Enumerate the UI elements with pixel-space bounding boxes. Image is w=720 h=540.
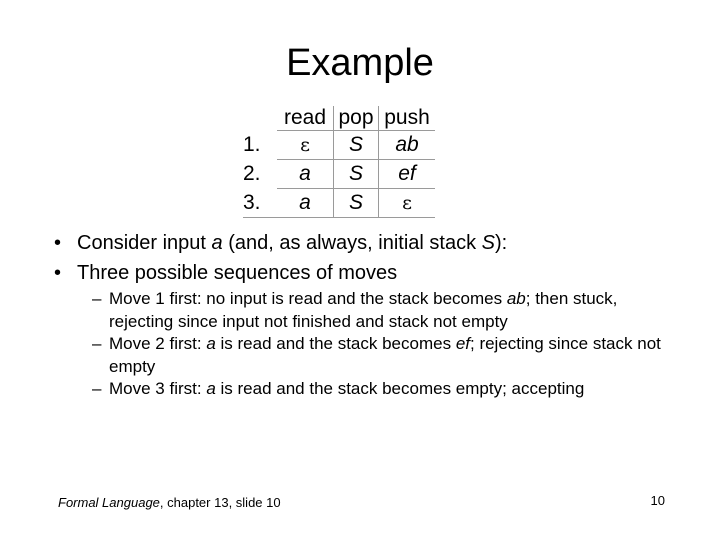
- header-pop: pop: [334, 106, 379, 131]
- cell-push: ab: [379, 131, 436, 160]
- row-number: 1.: [243, 133, 261, 156]
- slide-title: Example: [286, 42, 434, 84]
- sub-bullet-text: ; then stuck, rejecting since input not finished and stack not empty: [109, 289, 618, 331]
- page-number: 10: [650, 493, 665, 508]
- sub-bullet-list: [92, 288, 667, 401]
- cell-push: ef: [379, 160, 436, 189]
- slide-footer: [58, 494, 281, 512]
- sub-bullet-italic: ef: [455, 334, 470, 353]
- header-push: push: [379, 106, 436, 131]
- bullet-list: [52, 228, 507, 288]
- sub-bullet-text: Move 1 first: no input is read and the stack becomes: [109, 289, 507, 308]
- footer-book-title: Formal Language: [58, 495, 160, 510]
- row-number: 3.: [243, 189, 277, 218]
- sub-bullet-move-1: [92, 288, 667, 333]
- row-number: 2.: [243, 162, 261, 185]
- bullet-text: ):: [495, 232, 508, 254]
- cell-pop: S: [334, 189, 379, 218]
- bullet-text: Three possible sequences of moves: [77, 262, 398, 284]
- moves-table: [243, 106, 435, 218]
- sub-bullet-italic: ab: [506, 289, 526, 308]
- bullet-three-sequences: [52, 258, 507, 288]
- bullet-italic: a: [211, 232, 223, 254]
- table-row: [243, 160, 435, 189]
- table-header-row: [243, 106, 435, 131]
- table-row: [243, 189, 435, 218]
- header-read: read: [277, 106, 334, 131]
- sub-bullet-text: is read and the stack becomes: [215, 334, 456, 353]
- sub-bullet-move-3: [92, 378, 667, 401]
- sub-bullet-italic: a: [206, 379, 216, 398]
- cell-push: ε: [379, 189, 436, 218]
- bullet-italic: S: [481, 232, 495, 254]
- bullet-consider-input: [52, 228, 507, 258]
- sub-bullet-text: Move 3 first:: [109, 379, 207, 398]
- bullet-text: (and, as always, initial stack: [222, 232, 482, 254]
- table-row: [243, 131, 435, 160]
- cell-read: a: [277, 189, 334, 218]
- sub-bullet-text: Move 2 first:: [109, 334, 207, 353]
- cell-read: a: [277, 160, 334, 189]
- cell-pop: S: [334, 160, 379, 189]
- header-spacer: [243, 106, 277, 131]
- sub-bullet-italic: a: [206, 334, 216, 353]
- sub-bullet-text: is read and the stack becomes empty; accepting: [215, 379, 585, 398]
- cell-pop: S: [334, 131, 379, 160]
- cell-read: ε: [277, 131, 334, 160]
- sub-bullet-text: ; rejecting since stack not empty: [109, 334, 661, 376]
- footer-chapter-slide: , chapter 13, slide 10: [159, 495, 281, 510]
- bullet-text: Consider input: [77, 232, 212, 254]
- sub-bullet-move-2: [92, 333, 667, 378]
